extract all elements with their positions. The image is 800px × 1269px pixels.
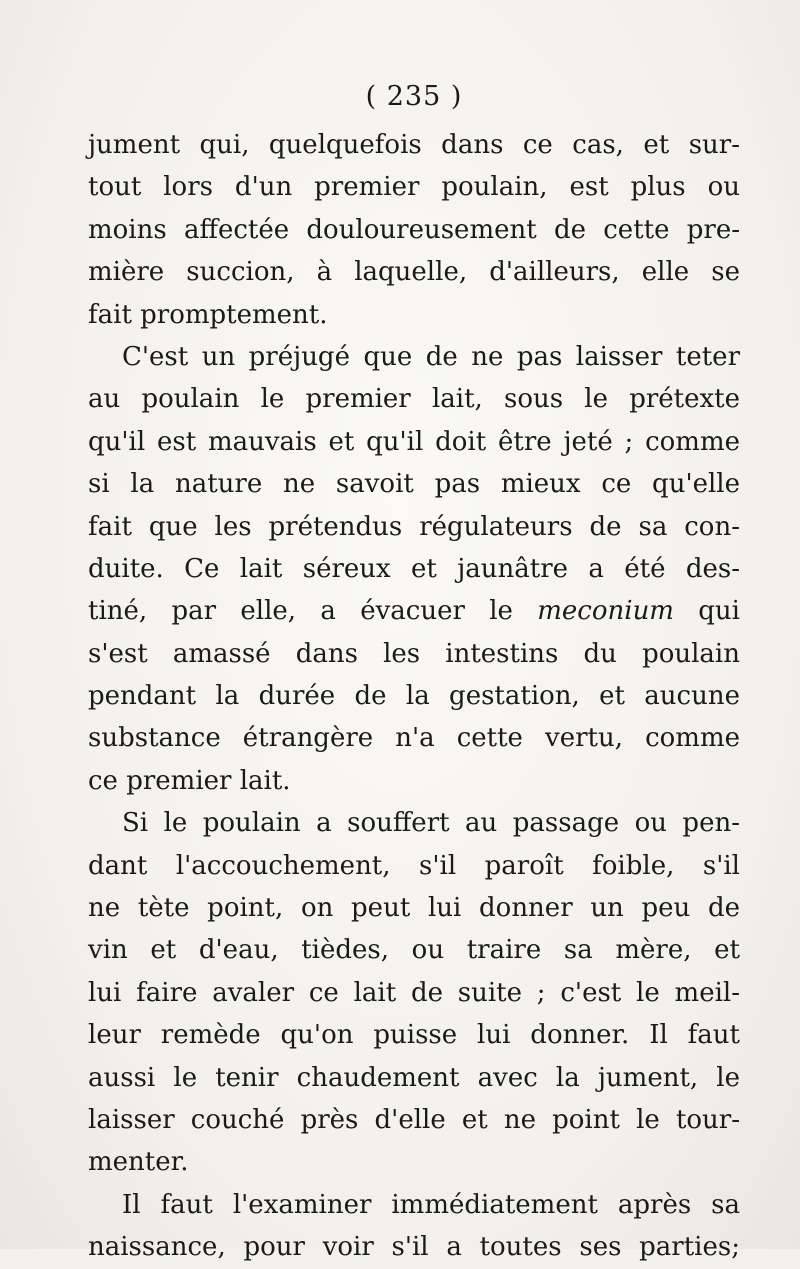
text-line: au poulain le premier lait, sous le prétexte <box>88 384 740 415</box>
text-line: si la nature ne savoit pas mieux ce qu'elle <box>88 469 740 500</box>
body-text <box>88 124 740 1269</box>
text-line: dant l'accouchement, s'il paroît foible, s'il <box>88 850 740 881</box>
text-line: ce premier lait. <box>88 765 291 796</box>
text-line: pendant la durée de la gestation, et aucune <box>88 681 740 712</box>
text-line: laisser couché près d'elle et ne point le tour- <box>88 1104 740 1135</box>
page-text-block <box>88 70 740 1269</box>
text-line: Il faut l'examiner immédiatement après sa <box>122 1189 740 1220</box>
text-line: substance étrangère n'a cette vertu, comme <box>88 723 740 754</box>
text-line: s'est amassé dans les intestins du poulain <box>88 638 740 669</box>
text-line: C'est un préjugé que de ne pas laisser teter <box>122 341 740 372</box>
text-line: naissance, pour voir s'il a toutes ses parties; <box>88 1232 740 1263</box>
text-line: duite. Ce lait séreux et jaunâtre a été des- <box>88 553 740 584</box>
text-line: tout lors d'un premier poulain, est plus ou <box>88 172 740 203</box>
text-line: fait promptement. <box>88 299 328 330</box>
text-line <box>88 590 740 632</box>
text-line: leur remède qu'on puisse lui donner. Il faut <box>88 1020 740 1051</box>
text-line: vin et d'eau, tièdes, ou traire sa mère, et <box>88 935 740 966</box>
text-line: aussi le tenir chaudement avec la jument, le <box>88 1062 740 1093</box>
text-line: Si le poulain a souffert au passage ou pen- <box>122 808 740 839</box>
text-line: mière succion, à laquelle, d'ailleurs, elle se <box>88 257 740 288</box>
text-line: jument qui, quelquefois dans ce cas, et sur- <box>88 130 740 160</box>
text-line: fait que les prétendus régulateurs de sa con- <box>88 511 740 542</box>
text-line: moins affectée douloureusement de cette pre- <box>88 214 740 245</box>
page-number: ( 235 ) <box>365 81 463 112</box>
text-segment: qui <box>673 596 740 627</box>
text-line: menter. <box>88 1147 189 1178</box>
text-line: qu'il est mauvais et qu'il doit être jeté ; comme <box>88 426 740 457</box>
text-line: ne tète point, on peut lui donner un peu de <box>88 893 740 924</box>
text-line: lui faire avaler ce lait de suite ; c'est le meil- <box>88 977 740 1008</box>
text-segment: tiné, par elle, a évacuer le <box>88 596 538 627</box>
italic-term: meconium <box>537 596 674 627</box>
